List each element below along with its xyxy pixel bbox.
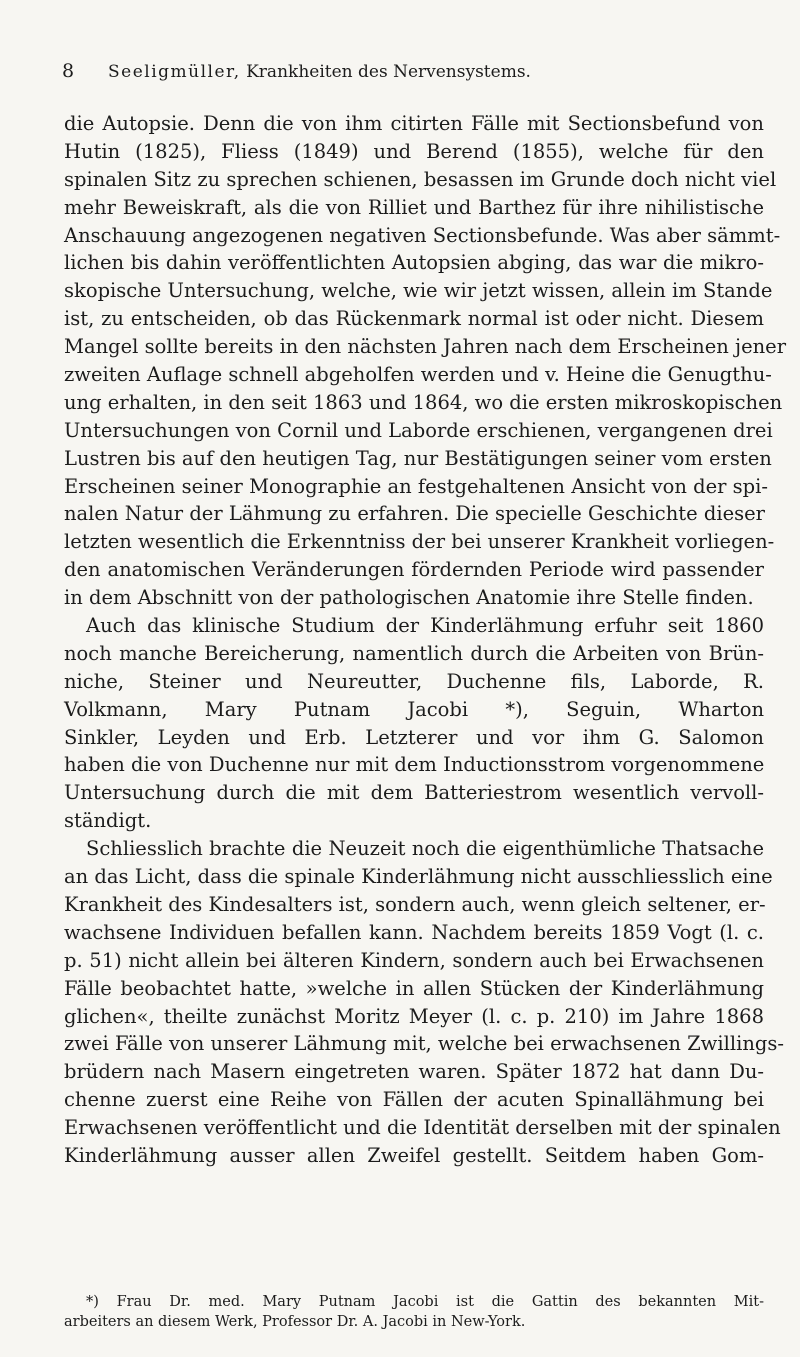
text-line: Auch das klinische Studium der Kinderlähmung erfuhr seit 1860 (86, 614, 764, 638)
running-header (62, 60, 762, 86)
footnote (64, 1292, 764, 1332)
text-line: Krankheit des Kindesalters ist, sondern auch, wenn gleich seltener, er- (64, 892, 766, 916)
text-line: spinalen Sitz zu sprechen schienen, besassen im Grunde doch nicht viel (64, 167, 777, 191)
text-line: zweiten Auflage schnell abgeholfen werden und v. Heine die Genugthu- (64, 363, 772, 387)
text-line: Fälle beobachtet hatte, »welche in allen Stücken der Kinderlähmung (64, 976, 764, 1000)
text-line: Schliesslich brachte die Neuzeit noch die eigenthümliche Thatsache (86, 837, 764, 861)
text-line: ung erhalten, in den seit 1863 und 1864, wo die ersten mikroskopischen (64, 390, 783, 414)
text-line: den anatomischen Veränderungen fördernden Periode wird passender (64, 558, 764, 582)
page-number: 8 (62, 60, 75, 82)
header-author: Seeligmüller, (108, 62, 241, 82)
text-line: mehr Beweiskraft, als die von Rilliet und Barthez für ihre nihilistische (64, 195, 764, 219)
text-line: lichen bis dahin veröffentlichten Autopsien abging, das war die mikro- (64, 251, 764, 275)
text-line: Kinderlähmung ausser allen Zweifel gestellt. Seitdem haben Gom- (64, 1143, 764, 1167)
text-line: Anschauung angezogenen negativen Sectionsbefunde. Was aber sämmt- (64, 223, 781, 247)
text-line: Lustren bis auf den heutigen Tag, nur Bestätigungen seiner vom ersten (64, 446, 772, 470)
footnote-line: arbeiters an diesem Werk, Professor Dr. A. Jacobi in New-York. (64, 1314, 526, 1330)
text-line: noch manche Bereicherung, namentlich durch die Arbeiten von Brün- (64, 641, 764, 665)
text-line: Mangel sollte bereits in den nächsten Jahren nach dem Erscheinen jener (64, 335, 787, 359)
text-line: glichen«, theilte zunächst Moritz Meyer (l. c. p. 210) im Jahre 1868 (64, 1004, 764, 1028)
text-line: Untersuchungen von Cornil und Laborde erschienen, vergangenen drei (64, 418, 773, 442)
text-line: Hutin (1825), Fliess (1849) und Berend (1855), welche für den (64, 139, 764, 163)
text-line: in dem Abschnitt von der pathologischen Anatomie ihre Stelle finden. (64, 586, 754, 610)
text-line: ist, zu entscheiden, ob das Rückenmark normal ist oder nicht. Diesem (64, 307, 764, 331)
text-line: brüdern nach Masern eingetreten waren. Später 1872 hat dann Du- (64, 1060, 764, 1084)
footnote-line: *) Frau Dr. med. Mary Putnam Jacobi ist die Gattin des bekannten Mit- (86, 1294, 764, 1310)
header-title: Krankheiten des Nervensystems. (246, 62, 531, 82)
text-line: an das Licht, dass die spinale Kinderlähmung nicht ausschliesslich eine (64, 865, 773, 889)
text-line: wachsene Individuen befallen kann. Nachdem bereits 1859 Vogt (l. c. (64, 920, 764, 944)
text-line: Untersuchung durch die mit dem Batteriestrom wesentlich vervoll- (64, 781, 764, 805)
text-line: Sinkler, Leyden und Erb. Letzterer und vor ihm G. Salomon (64, 725, 764, 749)
text-line: Erwachsenen veröffentlicht und die Identität derselben mit der spinalen (64, 1116, 781, 1140)
body-text (64, 110, 787, 1170)
text-line: die Autopsie. Denn die von ihm citirten Fälle mit Sectionsbefund von (64, 112, 764, 135)
text-line: Volkmann, Mary Putnam Jacobi *), Seguin, Wharton (64, 697, 764, 721)
text-line: haben die von Duchenne nur mit dem Inductionsstrom vorgenommene (64, 753, 765, 777)
text-line: zwei Fälle von unserer Lähmung mit, welche bei erwachsenen Zwillings- (64, 1032, 784, 1056)
text-line: niche, Steiner und Neureutter, Duchenne fils, Laborde, R. (64, 669, 764, 693)
text-line: letzten wesentlich die Erkenntniss der bei unserer Krankheit vorliegen- (64, 530, 775, 554)
text-line: skopische Untersuchung, welche, wie wir jetzt wissen, allein im Stande (64, 279, 773, 303)
text-line: p. 51) nicht allein bei älteren Kindern, sondern auch bei Erwachsenen (64, 948, 764, 972)
text-line: nalen Natur der Lähmung zu erfahren. Die specielle Geschichte dieser (64, 502, 765, 526)
text-line: ständigt. (64, 809, 152, 833)
text-line: Erscheinen seiner Monographie an festgehaltenen Ansicht von der spi- (64, 474, 768, 498)
text-line: chenne zuerst eine Reihe von Fällen der acuten Spinallähmung bei (64, 1088, 764, 1112)
